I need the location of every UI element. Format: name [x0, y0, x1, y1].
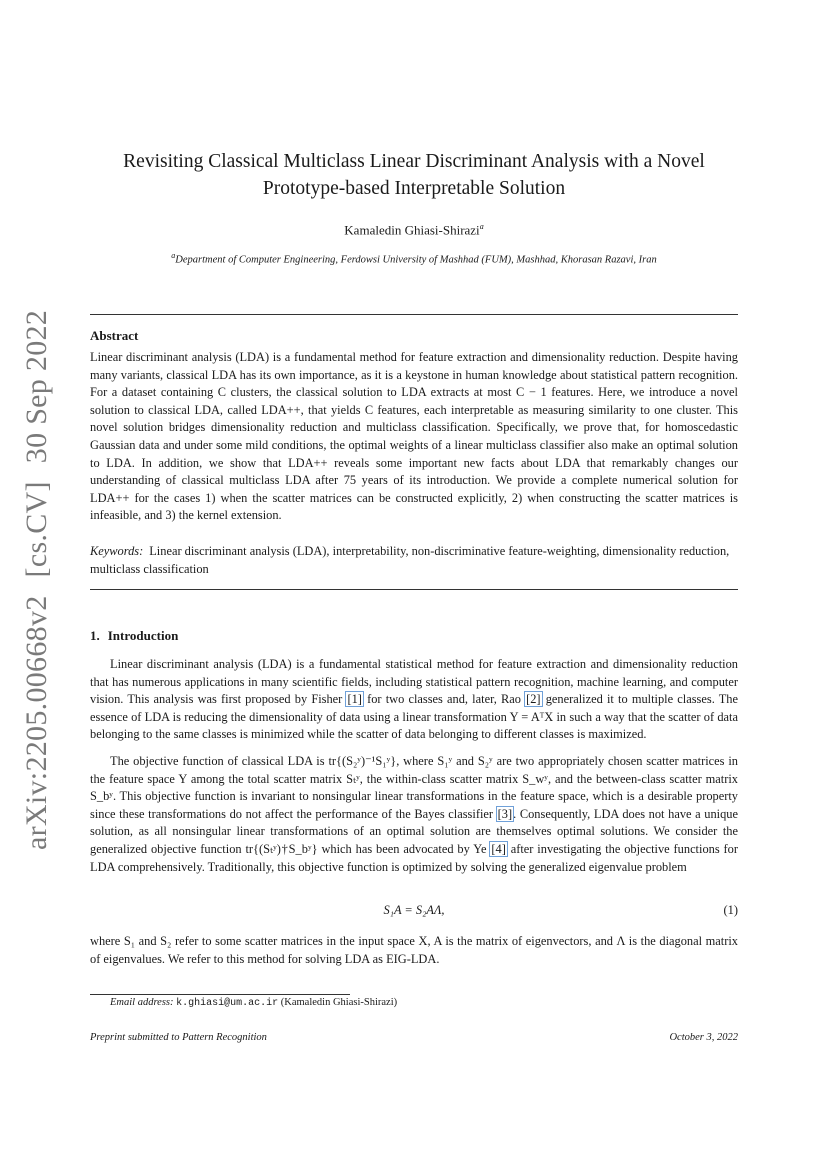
intro-paragraph-2 [90, 753, 738, 876]
citation-link-1[interactable]: [1] [347, 692, 362, 707]
abstract-heading: Abstract [90, 328, 139, 343]
para1-text-b: for two classes and, later, Rao [362, 692, 526, 707]
affiliation-superscript: a [171, 251, 176, 260]
equation-body: S₁A = S₂AΛ, [383, 903, 445, 917]
section-heading-introduction [90, 628, 178, 644]
affiliation-line [90, 251, 738, 266]
para2-text-a: The objective function of classical LDA is tr{(S₂ʸ)⁻¹S₁ʸ}, where S₁ʸ and S₂ʸ are two appropriately chosen scatter matrices in the feature space Y among the total scatter matrix Sₜʸ, the within-class scatter matrix S_wʸ, and the between-class scatter matrix S_bʸ. This objective function is invariant to nonsingular linear transformations in the feature space, which is a desirable property since these transformations do not affect the performance of the Bayes classifier [90, 754, 738, 821]
section-title: Introduction [107, 628, 179, 643]
para2-text-b: . Consequently, LDA does not have a unique solution, as all nonsingular linear transformations of an optimal solution are themselves optimal solutions. We consider the generalized objective function tr{(Sₜʸ)†S_bʸ} which has been advocated by Ye [90, 806, 738, 856]
section-number: 1. [90, 628, 100, 643]
abstract-text: Linear discriminant analysis (LDA) is a fundamental method for feature extraction and dimensionality reduction. Despite having many variants, classical LDA has its own importance, as it is a keystone in human knowledge about statistical pattern recognition. For a dataset containing C clusters, the classical solution to LDA extracts at most C − 1 features. Here, we introduce a novel solution to classical LDA, called LDA++, that yields C features, each interpretable as measuring similarity to one cluster. This novel solution bridges dimensionality reduction and multiclass classification. Specifically, we prove that, for homoscedastic Gaussian data and under some mild conditions, the optimal weights of a linear multiclass classifier also make an optimal solution to LDA. In addition, we show that LDA++ reveals some important new facts about LDA that remarkably changes our understanding of classical multiclass LDA after 75 years of its introduction. We provide a complete numerical solution for LDA++ for the cases 1) when the scatter matrices can be constructed explicitly, 2) when constructing the scatter matrices is infeasible, and 3) the kernel extension. [90, 350, 738, 523]
arxiv-id: arXiv:2205.00668v2 [20, 595, 53, 850]
footer-preprint-note: Preprint submitted to Pattern Recognition [90, 1032, 267, 1043]
affiliation-text: Department of Computer Engineering, Ferdowsi University of Mashhad (FUM), Mashhad, Khorasan Razavi, Iran [175, 254, 657, 266]
abstract-bottom-rule [90, 589, 738, 590]
keywords-block [90, 543, 738, 578]
keywords-label: Keywords: [90, 544, 144, 558]
author-name: Kamaledin Ghiasi-Shirazi [344, 222, 480, 238]
para1-text-a: Linear discriminant analysis (LDA) is a fundamental statistical method for feature extraction and dimensionality reduction that has numerous applications in many scientific fields, including statistical pattern recognition, machine learning, and computer vision. This analysis was first proposed by Fisher [90, 657, 738, 707]
citation-link-4[interactable]: [4] [491, 841, 506, 856]
arxiv-date: 30 Sep 2022 [20, 309, 53, 464]
footnote-label: Email address: [110, 997, 174, 1008]
paper-title [90, 148, 738, 202]
footnote-name: (Kamaledin Ghiasi-Shirazi) [280, 997, 398, 1008]
footnote-rule [90, 994, 350, 995]
author-line [90, 222, 738, 238]
intro-paragraph-3: where S₁ and S₂ refer to some scatter matrices in the input space X, A is the matrix of eigenvectors, and Λ is the diagonal matrix of eigenvalues. We refer to this method for solving LDA as EIG-LDA. [90, 934, 738, 966]
para2-text-c: after investigating the objective functions for LDA comprehensively. Traditionally, this objective function is optimized by solving the generalized eigenvalue problem [90, 841, 739, 874]
equation-number: (1) [723, 903, 738, 917]
citation-link-2[interactable]: [2] [526, 692, 541, 707]
arxiv-side-stamp [14, 309, 60, 850]
keywords-text: Linear discriminant analysis (LDA), interpretability, non-discriminative feature-weighting, dimensionality reduction, multiclass classification [90, 544, 730, 576]
abstract-top-rule [90, 314, 738, 315]
footnote-email [110, 997, 397, 1009]
title-line-2: Prototype-based Interpretable Solution [262, 178, 566, 199]
arxiv-category: [cs.CV] [20, 481, 53, 578]
email-link[interactable]: k.ghiasi@um.ac.ir [176, 998, 279, 1009]
title-line-1: Revisiting Classical Multiclass Linear Discriminant Analysis with a Novel [123, 151, 705, 172]
intro-paragraph-1 [90, 656, 738, 744]
footer-date: October 3, 2022 [669, 1032, 738, 1043]
author-superscript: a [479, 222, 484, 231]
citation-link-3[interactable]: [3] [497, 806, 513, 821]
equation-1 [90, 903, 738, 923]
para1-text-c: generalized it to multiple classes. The essence of LDA is reducing the dimensionality of data using a linear transformation Y = AᵀX in such a way that the scatter of data belonging to the same classes is minimized while the scatter of data belonging to different classes is maximized. [90, 692, 739, 742]
